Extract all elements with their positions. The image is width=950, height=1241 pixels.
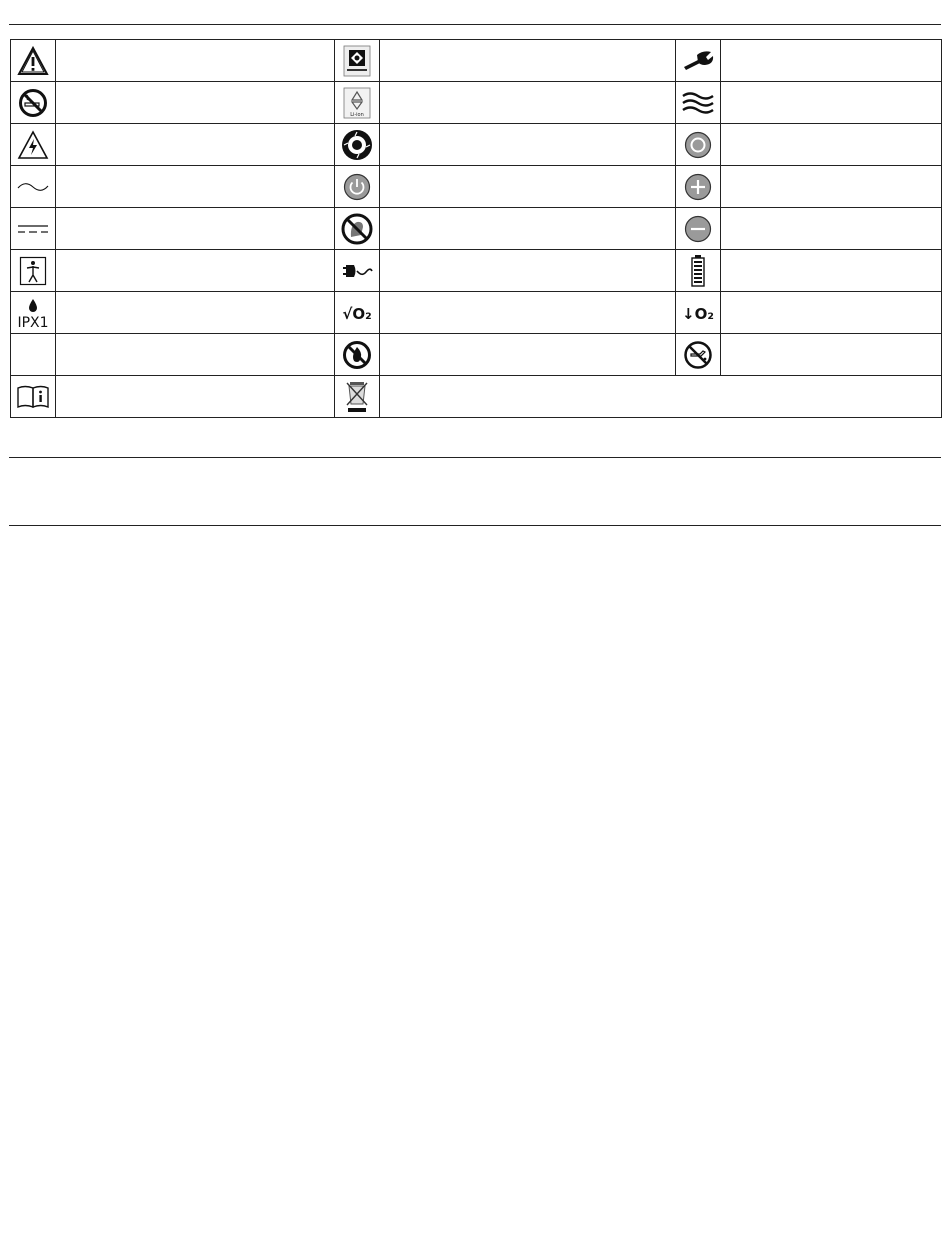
ac-power-plug-icon [335,250,380,292]
no-oil-grease-icon [676,334,721,376]
svg-text:Li-ion: Li-ion [350,111,364,118]
electrical-hazard-icon [11,124,56,166]
li-ion-recycle-icon [335,82,380,124]
weee-disposal-icon [335,376,380,418]
humidity-icon [676,82,721,124]
symbol-description [380,292,676,334]
consult-instructions-icon [11,376,56,418]
symbol-description [380,40,676,82]
do-not-disassemble-icon [335,208,380,250]
ipx1-label: IPX1 [17,314,49,330]
section-divider [9,457,941,458]
oxygen-ok-icon [335,292,380,334]
symbol-description [721,124,942,166]
table-row [11,208,942,250]
symbol-description [380,376,942,418]
blank-symbol-cell [11,334,56,376]
oxygen-ok-label: √O₂ [342,304,372,323]
table-row [11,40,942,82]
symbol-description [721,292,942,334]
no-smoking-icon [11,82,56,124]
symbol-description [721,334,942,376]
warning-triangle-icon [11,40,56,82]
off-circle-icon [676,124,721,166]
low-oxygen-label: ↓O₂ [682,304,714,323]
ipx1-icon [11,292,56,334]
symbol-description [56,334,335,376]
symbol-table [10,39,942,418]
symbol-description [380,334,676,376]
symbol-description [380,208,676,250]
china-rohs-icon [335,40,380,82]
symbol-description [380,166,676,208]
symbol-description [56,208,335,250]
symbol-description [380,124,676,166]
symbol-description [380,250,676,292]
table-row [11,250,942,292]
table-row [11,82,942,124]
section-divider [9,525,941,526]
minus-circle-icon [676,208,721,250]
alternating-current-icon [11,166,56,208]
table-row [11,124,942,166]
symbol-description [56,376,335,418]
low-oxygen-icon [676,292,721,334]
symbol-description [56,40,335,82]
symbol-description [56,82,335,124]
symbol-description [721,166,942,208]
symbol-description [56,250,335,292]
certification-seal-icon [335,124,380,166]
symbol-description [56,124,335,166]
symbol-description [721,82,942,124]
symbol-description [721,40,942,82]
no-open-flame-icon [335,334,380,376]
plus-circle-icon [676,166,721,208]
wrench-icon [676,40,721,82]
power-button-icon [335,166,380,208]
symbol-description [721,208,942,250]
direct-current-icon [11,208,56,250]
symbol-description [380,82,676,124]
symbol-description [56,166,335,208]
top-divider [9,24,941,25]
table-row [11,376,942,418]
symbol-description [721,250,942,292]
table-row [11,166,942,208]
type-bf-applied-part-icon [11,250,56,292]
table-row [11,292,942,334]
symbol-description [56,292,335,334]
table-row [11,334,942,376]
battery-icon [676,250,721,292]
